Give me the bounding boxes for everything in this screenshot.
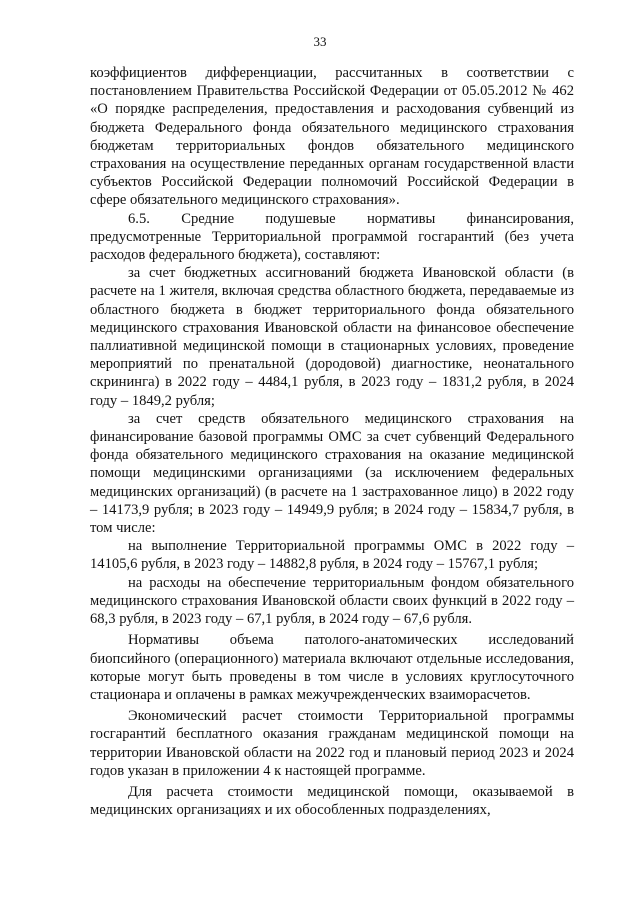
paragraph-oms-program: на выполнение Территориальной программы ОМС в 2022 году – 14105,6 рубля, в 2023 году – 14882,8 рубля, в 2024 году – 15767,1 рубля; (90, 538, 574, 573)
paragraph-pathology-norms: Нормативы объема патолого-анатомических исследований биопсийного (операционного) материала включают отдельные исследования, которые могут быть проведены в том числе в условиях круглосуточного стационара и оплачены в рамках межучрежденческих взаиморасчетов. (90, 632, 574, 703)
body-text (90, 64, 574, 819)
paragraph-cost-calculation: Для расчета стоимости медицинской помощи, оказываемой в медицинских организациях и их обособленных подразделениях, (90, 783, 574, 819)
paragraph-economic-calculation: Экономический расчет стоимости Территориальной программы госгарантий бесплатного оказания гражданам медицинской помощи на территории Ивановской области на 2022 год и плановый период 2023 и 2024 годов указан в приложении 4 к настоящей программе. (90, 708, 574, 779)
paragraph-oms-fund-functions: на расходы на обеспечение территориальным фондом обязательного медицинского страхования Ивановской области своих функций в 2022 году – 68,3 рубля, в 2023 году – 67,1 рубля, в 2024 году – 67,6 рубля. (90, 574, 574, 628)
paragraph-oms-funding: за счет средств обязательного медицинского страхования на финансирование базовой программы ОМС за счет субвенций Федерального фонда обязательного медицинского страхования на оказание медицинской помощи медицинскими организациями (за исключением федеральных медицинских организаций) (в расчете на 1 застрахованное лицо) в 2022 году – 14173,9 рубля; в 2023 году – 14949,9 рубля; в 2024 году – 15834,7 рубля, в том числе: (90, 410, 574, 537)
paragraph-section-6-5: 6.5. Средние подушевые нормативы финансирования, предусмотренные Территориальной программой госгарантий (без учета расходов федерального бюджета), составляют: (90, 210, 574, 264)
paragraph-budget-allocations: за счет бюджетных ассигнований бюджета Ивановской области (в расчете на 1 жителя, включая средства областного бюджета, передаваемые из областного бюджета в бюджет территориального фонда обязательного медицинского страхования Ивановской области на финансовое обеспечение паллиативной медицинской помощи в стационарных условиях, проведение мероприятий по пренатальной (дородовой) диагностике, неонатального скрининга) в 2022 году – 4484,1 рубля, в 2023 году – 1831,2 рубля, в 2024 году – 1849,2 рубля; (90, 265, 574, 409)
page-number: 33 (313, 34, 327, 49)
paragraph-continuation: коэффициентов дифференциации, рассчитанных в соответствии с постановлением Правительства Российской Федерации от 05.05.2012 № 462 «О порядке распределения, предоставления и расходования субвенций из бюджета Федерального фонда обязательного медицинского страхования бюджетам территориальных фондов обязательного медицинского страхования на осуществление переданных органам государственной власти субъектов Российской Федерации полномочий Российской Федерации в сфере обязательного медицинского страхования». (90, 65, 574, 209)
